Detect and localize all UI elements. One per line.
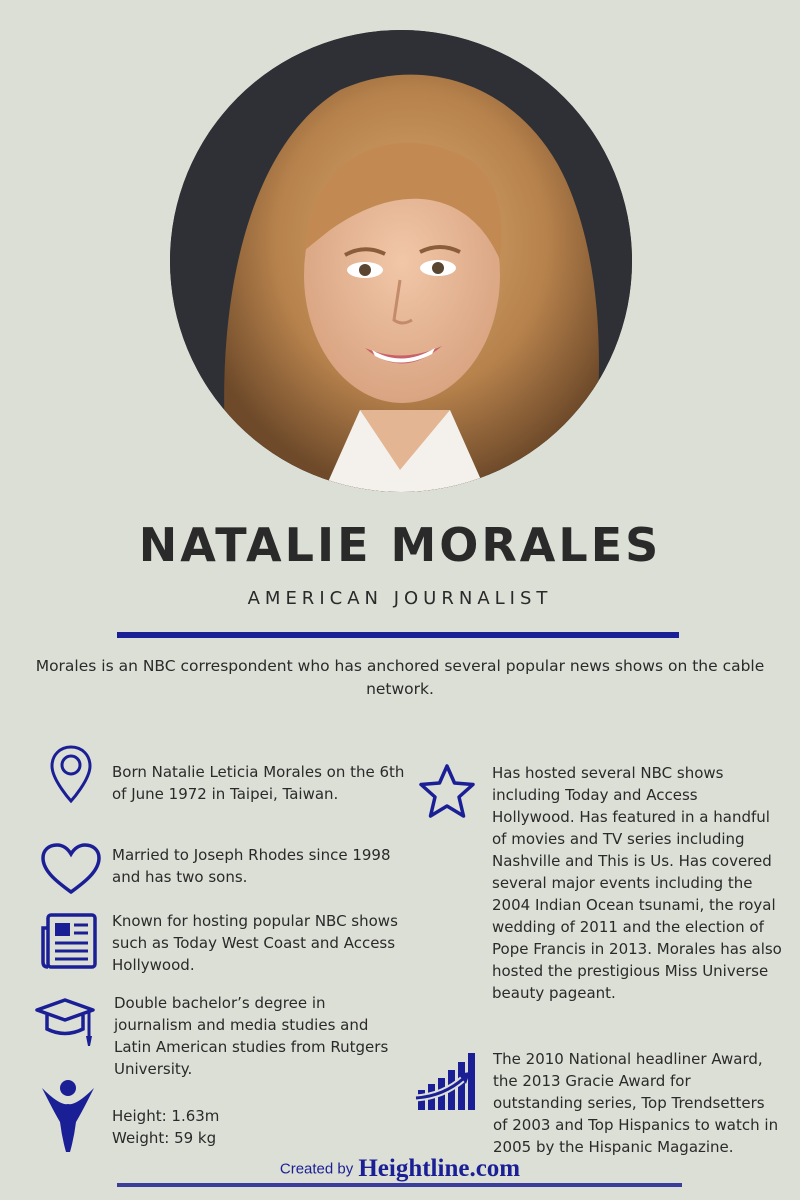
- divider: [117, 632, 679, 638]
- fact-birth: Born Natalie Leticia Morales on the 6th of June 1972 in Taipei, Taiwan.: [112, 763, 405, 803]
- footer-credit-text: Created by: [279, 1160, 354, 1178]
- person-name: NATALIE MORALES: [138, 518, 662, 572]
- footer-brand-link[interactable]: Heightline.com: [358, 1155, 521, 1182]
- fact-height: Height: 1.63m: [112, 1107, 220, 1125]
- star-icon: [416, 762, 478, 822]
- fact-awards: The 2010 National headliner Award, the 2013 Gracie Award for outstanding series, Top Trendsetters of 2003 and Top Hispanics to watch in 2005 by the Hispanic Magazine.: [493, 1050, 779, 1156]
- summary-text: Morales is an NBC correspondent who has anchored several popular news shows on the cable network.: [35, 657, 765, 698]
- person-icon: [40, 1078, 96, 1154]
- fact-education: Double bachelor’s degree in journalism and media studies and Latin American studies from Rutgers University.: [114, 994, 389, 1078]
- newspaper-icon: [40, 912, 98, 970]
- graduation-cap-icon: [34, 996, 96, 1050]
- location-pin-icon: [48, 744, 94, 804]
- growth-chart-icon: [414, 1050, 478, 1112]
- footer-credit: [0, 1155, 800, 1183]
- fact-marriage: Married to Joseph Rhodes since 1998 and has two sons.: [112, 846, 391, 886]
- heart-icon: [40, 842, 102, 896]
- footer-divider: [117, 1183, 682, 1187]
- fact-career: Has hosted several NBC shows including Today and Access Hollywood. Has featured in a handful of movies and TV series including Nashville and This is Us. Has covered several major events including the 2004 Indian Ocean tsunami, the royal wedding of 2011 and the election of Pope Francis in 2013. Morales has also hosted the prestigious Miss Universe beauty pageant.: [492, 764, 782, 1002]
- fact-known-for: Known for hosting popular NBC shows such as Today West Coast and Access Hollywood.: [112, 912, 398, 974]
- portrait-photo: [170, 30, 632, 492]
- fact-weight: Weight: 59 kg: [112, 1129, 217, 1147]
- person-title: AMERICAN JOURNALIST: [247, 588, 553, 609]
